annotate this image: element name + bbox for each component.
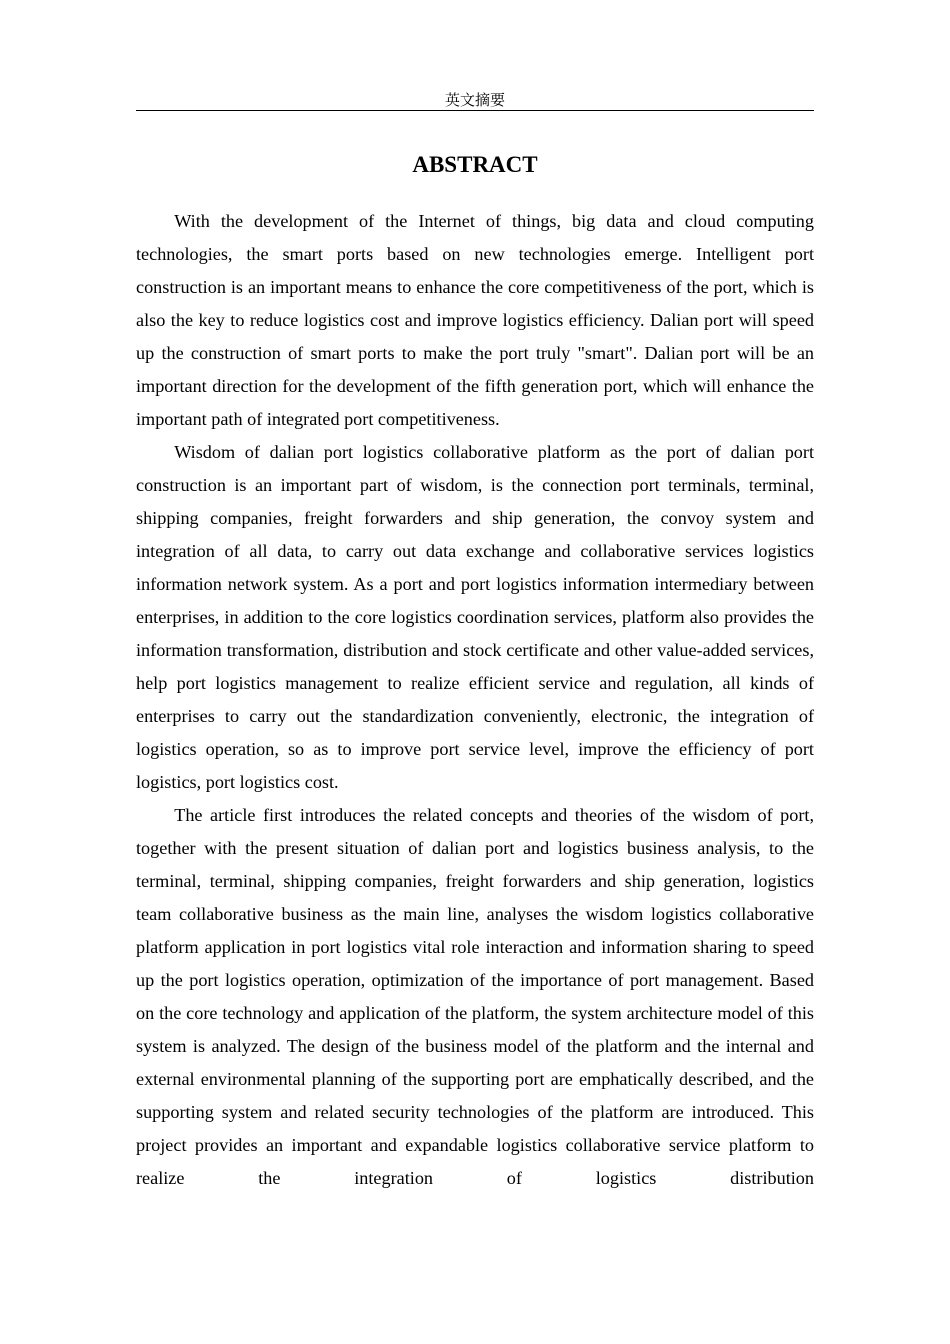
abstract-body	[136, 205, 814, 1195]
running-header: 英文摘要	[444, 91, 505, 109]
abstract-paragraph-2: Wisdom of dalian port logistics collaborative platform as the port of dalian port construction is an important part of wisdom, is the connection port terminals, terminal, shipping companies, freight forwarders and ship generation, the convoy system and integration of all data, to carry out data exchange and collaborative services logistics information network system. As a port and port logistics information intermediary between enterprises, in addition to the core logistics coordination services, platform also provides the information transformation, distribution and stock certificate and other value-added services, help port logistics management to realize efficient service and regulation, all kinds of enterprises to carry out the standardization conveniently, electronic, the integration of logistics operation, so as to improve port service level, improve the efficiency of port logistics, port logistics cost.	[136, 442, 814, 792]
abstract-paragraph-1: With the development of the Internet of things, big data and cloud computing technologies, the smart ports based on new technologies emerge. Intelligent port construction is an important means to enhance the core competitiveness of the port, which is also the key to reduce logistics cost and improve logistics efficiency. Dalian port will speed up the construction of smart ports to make the port truly "smart". Dalian port will be an important direction for the development of the fifth generation port, which will enhance the important path of integrated port competitiveness.	[136, 211, 814, 429]
abstract-paragraph-3: The article first introduces the related concepts and theories of the wisdom of port, together with the present situation of dalian port and logistics business analysis, to the terminal, terminal, shipping companies, freight forwarders and ship generation, logistics team collaborative business as the main line, analyses the wisdom logistics collaborative platform application in port logistics vital role interaction and information sharing to speed up the port logistics operation, optimization of the importance of port management. Based on the core technology and application of the platform, the system architecture model of this system is analyzed. The design of the business model of the platform and the internal and external environmental planning of the supporting port are emphatically described, and the supporting system and related security technologies of the platform are introduced. This project provides an important and expandable logistics collaborative service platform to realize the integration of logistics distribution	[136, 805, 814, 1188]
abstract-title: ABSTRACT	[412, 152, 538, 177]
header-divider	[136, 110, 814, 111]
